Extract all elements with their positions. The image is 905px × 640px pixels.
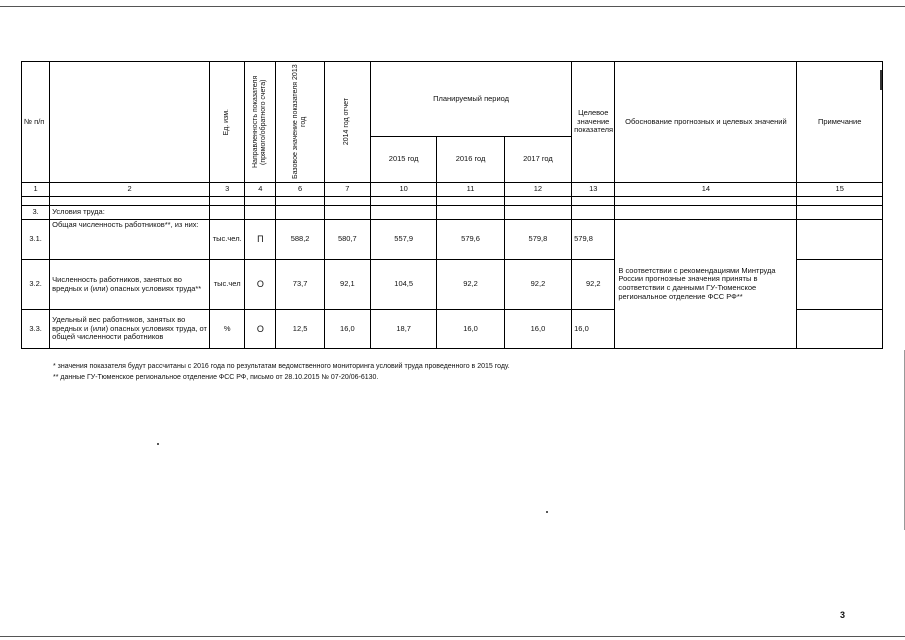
row-direction: П	[245, 220, 276, 260]
spacer-cell	[615, 197, 797, 206]
col-number: 11	[437, 183, 504, 197]
column-numbers-row	[22, 183, 883, 197]
spacer-cell	[245, 197, 276, 206]
row-note	[797, 260, 883, 310]
row-2016: 92,2	[437, 260, 504, 310]
col-number: 4	[245, 183, 276, 197]
section-row	[22, 206, 883, 220]
row-2017: 579,8	[504, 220, 571, 260]
header-base-cell	[276, 62, 324, 183]
header-unit-cell	[210, 62, 245, 183]
header-2014: 2014 год отчет	[343, 98, 351, 146]
row-num: 3.2.	[22, 260, 50, 310]
indicators-table	[21, 61, 883, 349]
row-target: 579,8	[572, 220, 615, 260]
empty-cell	[504, 206, 571, 220]
footnote: * значения показателя будут рассчитаны с 2016 года по результатам ведомственного мониторинга условий труда проведенного в 2015 году.	[53, 363, 510, 370]
header-2017: 2017 год	[504, 137, 571, 183]
row-2017: 92,2	[504, 260, 571, 310]
spacer-cell	[276, 197, 324, 206]
col-number: 12	[504, 183, 571, 197]
scan-dot	[546, 511, 548, 513]
row-unit: тыс.чел	[210, 260, 245, 310]
empty-cell	[572, 206, 615, 220]
row-2014: 92,1	[324, 260, 370, 310]
row-2014: 16,0	[324, 310, 370, 349]
spacer-cell	[437, 197, 504, 206]
header-target: Целевое значение показателя	[572, 62, 615, 183]
empty-cell	[276, 206, 324, 220]
header-2014-cell	[324, 62, 370, 183]
row-name: Численность работников, занятых во вредных и (или) опасных условиях труда**	[50, 260, 210, 310]
header-num: № п/п	[22, 62, 50, 183]
row-direction: О	[245, 260, 276, 310]
spacer-cell	[210, 197, 245, 206]
header-row-1	[22, 62, 883, 137]
header-direction: Направленность показателя (прямого/обратного счета)	[252, 75, 268, 169]
header-2016: 2016 год	[437, 137, 504, 183]
justification-text: В соответствии с рекомендациями Минтруда России прогнозные значения приняты в соответствии с данными ГУ-Тюменское региональное отделение ФСС РФ**	[615, 220, 797, 349]
section-title: Условия труда:	[50, 206, 210, 220]
header-unit: Ед. изм.	[223, 108, 231, 136]
row-direction: О	[245, 310, 276, 349]
empty-cell	[797, 206, 883, 220]
spacer-cell	[370, 197, 436, 206]
spacer-cell	[50, 197, 210, 206]
spacer-cell	[572, 197, 615, 206]
empty-cell	[210, 206, 245, 220]
row-note	[797, 310, 883, 349]
row-num: 3.3.	[22, 310, 50, 349]
header-base: Базовое значение показателя 2013 год	[292, 64, 308, 180]
page-number: 3	[840, 610, 846, 620]
spacer-cell	[504, 197, 571, 206]
section-num: 3.	[22, 206, 50, 220]
footnotes	[53, 362, 510, 383]
row-2017: 16,0	[504, 310, 571, 349]
row-note	[797, 220, 883, 260]
row-unit: тыс.чел.	[210, 220, 245, 260]
spacer-row	[22, 197, 883, 206]
header-justification: Обоснование прогнозных и целевых значений	[615, 62, 797, 183]
header-2015: 2015 год	[370, 137, 436, 183]
page-top-edge	[0, 6, 905, 7]
header-note: Примечание	[797, 62, 883, 183]
empty-cell	[245, 206, 276, 220]
col-number: 7	[324, 183, 370, 197]
col-number: 2	[50, 183, 210, 197]
header-name-blank	[50, 62, 210, 183]
header-direction-cell	[245, 62, 276, 183]
col-number: 10	[370, 183, 436, 197]
row-2014: 580,7	[324, 220, 370, 260]
empty-cell	[324, 206, 370, 220]
row-2015: 557,9	[370, 220, 436, 260]
header-planned-period: Планируемый период	[370, 62, 571, 137]
spacer-cell	[22, 197, 50, 206]
empty-cell	[615, 206, 797, 220]
page-bottom-edge	[0, 636, 905, 637]
spacer-cell	[324, 197, 370, 206]
spacer-cell	[797, 197, 883, 206]
row-unit: %	[210, 310, 245, 349]
empty-cell	[370, 206, 436, 220]
row-base: 588,2	[276, 220, 324, 260]
col-number: 1	[22, 183, 50, 197]
col-number: 6	[276, 183, 324, 197]
row-2016: 16,0	[437, 310, 504, 349]
row-2015: 104,5	[370, 260, 436, 310]
row-target: 16,0	[572, 310, 615, 349]
row-target: 92,2	[572, 260, 615, 310]
row-2016: 579,6	[437, 220, 504, 260]
row-2015: 18,7	[370, 310, 436, 349]
row-num: 3.1.	[22, 220, 50, 260]
col-number: 15	[797, 183, 883, 197]
table-row	[22, 220, 883, 260]
row-base: 73,7	[276, 260, 324, 310]
row-name: Удельный вес работников, занятых во вредных и (или) опасных условиях труда, от общей численности работников	[50, 310, 210, 349]
footnote: ** данные ГУ-Тюменское региональное отделение ФСС РФ, письмо от 28.10.2015 № 07-20/06-6130.	[53, 373, 379, 381]
row-name: Общая численность работников**, из них:	[50, 220, 210, 260]
empty-cell	[437, 206, 504, 220]
col-number: 13	[572, 183, 615, 197]
row-base: 12,5	[276, 310, 324, 349]
col-number: 14	[615, 183, 797, 197]
scan-dot	[157, 443, 159, 445]
col-number: 3	[210, 183, 245, 197]
